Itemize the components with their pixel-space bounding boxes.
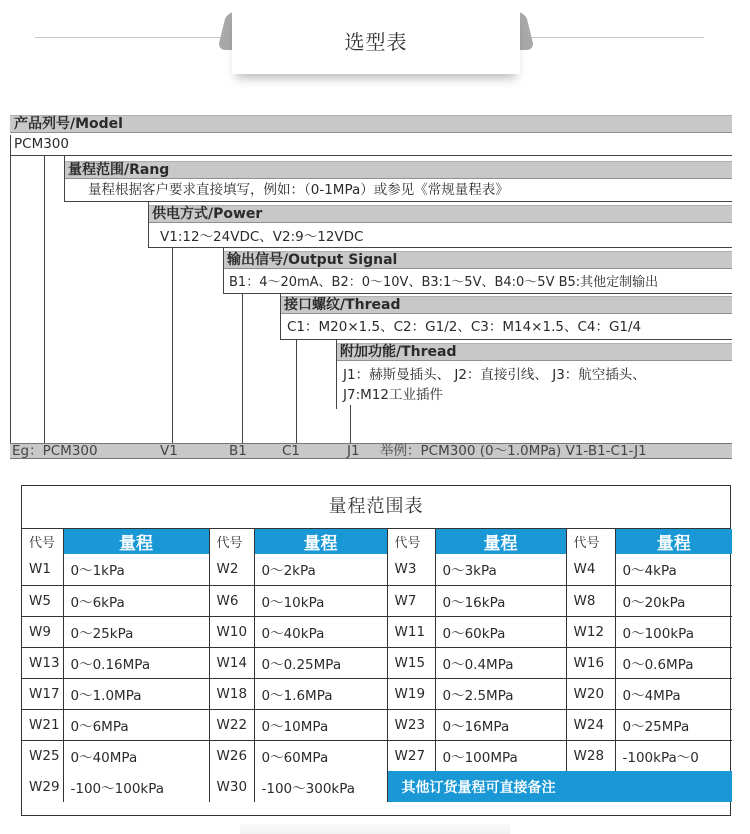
range-value: 0～1.6MPa (254, 678, 387, 709)
range-value: 0～2kPa (254, 554, 387, 585)
range-code: W29 (22, 771, 63, 802)
table-row (22, 709, 732, 740)
range-code: W13 (22, 647, 63, 678)
connector-power (148, 201, 149, 247)
thread-detail: C1：M20×1.5、C2：G1/2、C3：M14×1.5、C4：G1/4 (287, 319, 642, 335)
example-b: B1 (229, 443, 247, 459)
connector-b (242, 293, 243, 443)
range-value: 0～16kPa (435, 585, 566, 616)
range-code: W27 (387, 740, 435, 771)
range-code: W18 (209, 678, 254, 709)
range-underline (64, 201, 732, 202)
range-code: W16 (566, 647, 615, 678)
range-code: W20 (566, 678, 615, 709)
table-row (22, 740, 732, 771)
table-row (22, 678, 732, 709)
range-code: W30 (209, 771, 254, 802)
range-code: W10 (209, 616, 254, 647)
range-heading: 量程范围/Rang (64, 161, 732, 179)
range-code: W26 (209, 740, 254, 771)
range-value: 0～25kPa (63, 616, 209, 647)
range-table (21, 485, 731, 816)
thread-heading: 接口螺纹/Thread (280, 296, 732, 314)
range-value: 0～0.16MPa (63, 647, 209, 678)
model-heading: 产品列号/Model (10, 115, 732, 133)
connector-model-outer (10, 135, 11, 443)
range-table-header (22, 529, 732, 554)
table-row (22, 585, 732, 616)
code-header: 代号 (209, 529, 254, 554)
connector-model (44, 155, 45, 443)
range-code: W14 (209, 647, 254, 678)
output-detail: B1：4～20mA、B2：0～10V、B3:1～5V、B4:0～5V B5:其他定制输出 (229, 275, 659, 290)
range-code: W15 (387, 647, 435, 678)
extra-heading: 附加功能/Thread (336, 343, 732, 361)
range-code: W3 (387, 554, 435, 585)
range-value: 0～4MPa (615, 678, 732, 709)
range-value: 0～100kPa (615, 616, 732, 647)
connector-j (350, 405, 351, 443)
range-code: W24 (566, 709, 615, 740)
footer-shadow (240, 824, 510, 834)
page-title: 选型表 (232, 10, 520, 74)
model-underline (10, 155, 732, 156)
code-header: 代号 (387, 529, 435, 554)
example-model: Eg：PCM300 (12, 443, 98, 459)
range-code: W2 (209, 554, 254, 585)
power-detail: V1:12～24VDC、V2:9～12VDC (160, 229, 364, 245)
range-code: W25 (22, 740, 63, 771)
connector-range (64, 155, 65, 202)
range-value: 0～6MPa (63, 709, 209, 740)
range-value: 0～1.0MPa (63, 678, 209, 709)
example-bar (10, 443, 732, 459)
range-code: W22 (209, 709, 254, 740)
range-code: W9 (22, 616, 63, 647)
output-heading: 输出信号/Output Signal (223, 251, 732, 269)
range-code: W6 (209, 585, 254, 616)
range-value: 0～60kPa (435, 616, 566, 647)
table-row (22, 616, 732, 647)
connector-output (223, 247, 224, 293)
range-code: W23 (387, 709, 435, 740)
range-value: 0～0.25MPa (254, 647, 387, 678)
code-header: 代号 (22, 529, 63, 554)
table-row (22, 647, 732, 678)
table-row (22, 554, 732, 585)
range-value: 0～100MPa (435, 740, 566, 771)
range-code: W5 (22, 585, 63, 616)
range-code: W11 (387, 616, 435, 647)
range-value: 0～40MPa (63, 740, 209, 771)
range-code: W17 (22, 678, 63, 709)
range-header: 量程 (435, 529, 566, 554)
range-detail: 量程根据客户要求直接填写，例如：（0-1MPa）或参见《常规量程表》 (88, 182, 509, 198)
connector-c (296, 339, 297, 443)
connector-v (172, 247, 173, 443)
range-code: W19 (387, 678, 435, 709)
output-underline (223, 293, 732, 294)
table-row (22, 771, 732, 802)
range-value: 0～2.5MPa (435, 678, 566, 709)
thread-underline (280, 339, 732, 340)
range-value: 0～0.6MPa (615, 647, 732, 678)
range-value: 0～3kPa (435, 554, 566, 585)
range-value: 0～4kPa (615, 554, 732, 585)
range-value: 0～16MPa (435, 709, 566, 740)
extra-detail: J1：赫斯曼插头、 J2：直接引线、 J3：航空插头、 (343, 367, 646, 383)
range-header: 量程 (615, 529, 732, 554)
custom-range-note: 其他订货量程可直接备注 (387, 771, 732, 802)
range-value: 0～6kPa (63, 585, 209, 616)
title-tab (222, 10, 530, 74)
range-value: 0～40kPa (254, 616, 387, 647)
range-value: 0～0.4MPa (435, 647, 566, 678)
range-header: 量程 (254, 529, 387, 554)
power-underline (148, 247, 732, 248)
range-code: W4 (566, 554, 615, 585)
range-code: W7 (387, 585, 435, 616)
example-c: C1 (282, 443, 301, 459)
range-code: W8 (566, 585, 615, 616)
range-value: -100kPa～0 (615, 740, 732, 771)
example-text: 举例：PCM300 (0～1.0MPa) V1-B1-C1-J1 (380, 443, 647, 459)
range-header: 量程 (63, 529, 209, 554)
connector-extra (336, 339, 337, 409)
range-value: -100～100kPa (63, 771, 209, 802)
range-value: 0～60MPa (254, 740, 387, 771)
range-value: -100～300kPa (254, 771, 387, 802)
range-code: W12 (566, 616, 615, 647)
title-divider-right (518, 37, 704, 38)
power-heading: 供电方式/Power (148, 205, 732, 223)
extra-detail-2: J7:M12工业插件 (343, 387, 443, 403)
example-v: V1 (160, 443, 178, 459)
title-divider-left (35, 37, 235, 38)
range-code: W21 (22, 709, 63, 740)
example-j: J1 (347, 443, 360, 459)
range-code: W1 (22, 554, 63, 585)
model-detail: PCM300 (14, 136, 69, 152)
code-header: 代号 (566, 529, 615, 554)
connector-thread (280, 293, 281, 339)
range-table-grid (22, 529, 732, 802)
range-value: 0～10MPa (254, 709, 387, 740)
range-value: 0～10kPa (254, 585, 387, 616)
range-table-title: 量程范围表 (22, 486, 730, 529)
range-value: 0～20kPa (615, 585, 732, 616)
range-code: W28 (566, 740, 615, 771)
range-value: 0～25MPa (615, 709, 732, 740)
range-value: 0～1kPa (63, 554, 209, 585)
